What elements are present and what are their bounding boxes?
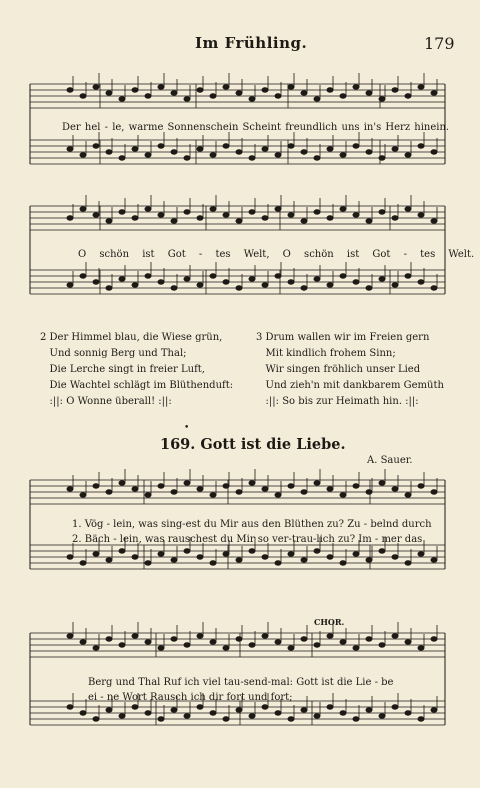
note-head — [80, 274, 86, 278]
note-head — [327, 147, 333, 151]
note-head — [353, 646, 359, 650]
system1-lyrics: Der hel - le, warme Sonnenschein Scheint freundlich uns in's Herz hinein. — [62, 122, 450, 133]
note-head — [327, 555, 333, 559]
note-head — [119, 156, 125, 160]
note-head — [132, 555, 138, 559]
note-head — [145, 207, 151, 211]
note-head — [132, 88, 138, 92]
note-head — [93, 484, 99, 488]
note-head — [431, 637, 437, 641]
note-head — [132, 487, 138, 491]
note-head — [184, 714, 190, 718]
note-head — [379, 549, 385, 553]
note-head — [405, 711, 411, 715]
note-head — [418, 144, 424, 148]
note-head — [366, 150, 372, 154]
note-head — [223, 213, 229, 217]
note-head — [197, 147, 203, 151]
note-head — [379, 714, 385, 718]
note-head — [80, 640, 86, 644]
note-head — [119, 97, 125, 101]
note-head — [288, 484, 294, 488]
note-head — [184, 156, 190, 160]
note-head — [340, 274, 346, 278]
note-head — [405, 94, 411, 98]
note-head — [314, 156, 320, 160]
system2-lyrics: O schön ist Got - tes Welt, O schön ist Got - tes Welt. — [78, 249, 475, 260]
note-head — [327, 705, 333, 709]
hymn-lyrics-line2: 2. Bäch - lein, was rauschest du Mir so ver-trau-lich zu? Im - mer das — [72, 534, 423, 545]
note-head — [132, 705, 138, 709]
note-head — [327, 634, 333, 638]
note-head — [223, 280, 229, 284]
note-head — [301, 637, 307, 641]
note-head — [210, 561, 216, 565]
note-head — [171, 637, 177, 641]
note-head — [314, 481, 320, 485]
note-head — [158, 144, 164, 148]
note-head — [80, 493, 86, 497]
note-head — [210, 640, 216, 644]
note-head — [314, 210, 320, 214]
note-head — [210, 274, 216, 278]
note-head — [67, 555, 73, 559]
note-head — [249, 643, 255, 647]
note-head — [171, 490, 177, 494]
hymn-lyrics-line1: 1. Vög - lein, was sing-est du Mir aus den Blüthen zu? Zu - belnd durch — [72, 519, 432, 530]
note-head — [184, 210, 190, 214]
note-head — [405, 640, 411, 644]
note-head — [197, 487, 203, 491]
note-head — [392, 705, 398, 709]
note-head — [236, 91, 242, 95]
note-head — [197, 555, 203, 559]
note-head — [288, 646, 294, 650]
note-head — [119, 210, 125, 214]
note-head — [431, 286, 437, 290]
note-head — [288, 85, 294, 89]
note-head — [392, 216, 398, 220]
note-head — [405, 274, 411, 278]
decor-dot: • — [184, 423, 190, 433]
note-head — [405, 153, 411, 157]
note-head — [93, 280, 99, 284]
note-head — [405, 207, 411, 211]
page-number: 179 — [424, 34, 455, 53]
note-head — [379, 481, 385, 485]
note-head — [184, 549, 190, 553]
note-head — [106, 708, 112, 712]
note-head — [275, 207, 281, 211]
note-head — [275, 94, 281, 98]
note-head — [223, 144, 229, 148]
note-head — [327, 283, 333, 287]
note-head — [353, 213, 359, 217]
note-head — [405, 493, 411, 497]
note-head — [366, 490, 372, 494]
note-head — [236, 286, 242, 290]
note-head — [119, 481, 125, 485]
note-head — [392, 147, 398, 151]
note-head — [314, 549, 320, 553]
note-head — [301, 286, 307, 290]
note-head — [67, 634, 73, 638]
note-head — [197, 216, 203, 220]
note-head — [288, 717, 294, 721]
hymn-title: 169. Gott ist die Liebe. — [160, 436, 346, 453]
note-head — [327, 487, 333, 491]
verse-3: 3 Drum wallen wir im Freien gern Mit kindlich frohem Sinn; Wir singen fröhlich unser Lied Und zieh'n mit dankbarem Gemüth :||: So bis zur Heimath hin. :||: — [256, 332, 444, 407]
note-head — [236, 708, 242, 712]
note-head — [340, 153, 346, 157]
note-head — [379, 156, 385, 160]
note-head — [366, 91, 372, 95]
note-head — [184, 97, 190, 101]
note-head — [379, 277, 385, 281]
note-head — [288, 144, 294, 148]
note-head — [210, 153, 216, 157]
note-head — [379, 210, 385, 214]
note-head — [353, 280, 359, 284]
note-head — [93, 717, 99, 721]
note-head — [418, 85, 424, 89]
note-head — [418, 484, 424, 488]
note-head — [366, 637, 372, 641]
hymn-lyrics-line4: ei - ne Wort Rausch ich dir fort und fort; — [88, 692, 293, 703]
hymn-lyrics-line3: Berg und Thal Ruf ich viel tau-send-mal: Gott ist die Lie - be — [88, 677, 394, 688]
note-head — [418, 552, 424, 556]
note-head — [431, 150, 437, 154]
note-head — [197, 88, 203, 92]
note-head — [67, 216, 73, 220]
note-head — [431, 91, 437, 95]
note-head — [132, 147, 138, 151]
note-head — [340, 711, 346, 715]
note-head — [223, 717, 229, 721]
note-head — [158, 717, 164, 721]
note-head — [379, 97, 385, 101]
note-head — [145, 561, 151, 565]
note-head — [80, 94, 86, 98]
note-head — [106, 286, 112, 290]
note-head — [158, 85, 164, 89]
note-head — [275, 711, 281, 715]
note-head — [275, 640, 281, 644]
note-head — [366, 558, 372, 562]
note-head — [353, 85, 359, 89]
note-head — [249, 277, 255, 281]
note-head — [301, 219, 307, 223]
note-head — [80, 561, 86, 565]
note-head — [392, 555, 398, 559]
note-head — [262, 283, 268, 287]
note-head — [314, 643, 320, 647]
note-head — [366, 286, 372, 290]
note-head — [80, 711, 86, 715]
note-head — [392, 487, 398, 491]
note-head — [197, 705, 203, 709]
note-head — [262, 147, 268, 151]
note-head — [93, 144, 99, 148]
note-head — [340, 561, 346, 565]
note-head — [249, 549, 255, 553]
note-head — [366, 708, 372, 712]
note-head — [288, 280, 294, 284]
note-head — [106, 558, 112, 562]
note-head — [392, 88, 398, 92]
note-head — [93, 85, 99, 89]
note-head — [249, 481, 255, 485]
note-head — [262, 555, 268, 559]
note-head — [119, 643, 125, 647]
note-head — [262, 88, 268, 92]
note-head — [184, 643, 190, 647]
chor-label: CHOR. — [314, 617, 345, 627]
note-head — [223, 552, 229, 556]
note-head — [236, 219, 242, 223]
note-head — [262, 487, 268, 491]
verse-2: 2 Der Himmel blau, die Wiese grün, Und sonnig Berg und Thal; Die Lerche singt in freier Luft, Die Wachtel schlägt im Blüthenduft: :||: O Wonne überall! :||: — [40, 332, 234, 407]
note-head — [340, 207, 346, 211]
note-head — [67, 147, 73, 151]
note-head — [249, 210, 255, 214]
note-head — [132, 634, 138, 638]
note-head — [327, 216, 333, 220]
note-head — [431, 708, 437, 712]
note-head — [210, 207, 216, 211]
note-head — [275, 274, 281, 278]
note-head — [418, 717, 424, 721]
note-head — [236, 490, 242, 494]
note-head — [418, 646, 424, 650]
note-head — [288, 213, 294, 217]
note-head — [301, 490, 307, 494]
note-head — [210, 493, 216, 497]
note-head — [145, 640, 151, 644]
note-head — [262, 216, 268, 220]
note-head — [119, 714, 125, 718]
note-head — [210, 711, 216, 715]
note-head — [184, 277, 190, 281]
note-head — [340, 94, 346, 98]
note-head — [158, 213, 164, 217]
note-head — [67, 705, 73, 709]
note-head — [275, 561, 281, 565]
note-head — [236, 558, 242, 562]
note-head — [145, 153, 151, 157]
note-head — [197, 283, 203, 287]
note-head — [119, 277, 125, 281]
note-head — [93, 552, 99, 556]
note-head — [301, 558, 307, 562]
note-head — [392, 634, 398, 638]
note-head — [93, 213, 99, 217]
note-head — [171, 91, 177, 95]
note-head — [184, 481, 190, 485]
note-head — [353, 717, 359, 721]
note-head — [197, 634, 203, 638]
note-head — [171, 150, 177, 154]
note-head — [158, 646, 164, 650]
note-head — [145, 711, 151, 715]
note-head — [418, 280, 424, 284]
note-head — [418, 213, 424, 217]
note-head — [327, 88, 333, 92]
note-head — [106, 219, 112, 223]
note-head — [236, 150, 242, 154]
note-head — [431, 219, 437, 223]
note-head — [67, 487, 73, 491]
note-head — [158, 280, 164, 284]
note-head — [171, 558, 177, 562]
note-head — [353, 552, 359, 556]
note-head — [275, 493, 281, 497]
note-head — [314, 277, 320, 281]
note-head — [275, 153, 281, 157]
note-head — [301, 150, 307, 154]
note-head — [288, 552, 294, 556]
note-head — [171, 708, 177, 712]
note-head — [392, 283, 398, 287]
note-head — [223, 646, 229, 650]
note-head — [223, 85, 229, 89]
note-head — [119, 549, 125, 553]
note-head — [145, 94, 151, 98]
note-head — [431, 558, 437, 562]
note-head — [67, 88, 73, 92]
note-head — [353, 484, 359, 488]
note-head — [106, 150, 112, 154]
note-head — [93, 646, 99, 650]
note-head — [249, 97, 255, 101]
hymn-composer: A. Sauer. — [367, 455, 413, 466]
note-head — [158, 552, 164, 556]
note-head — [158, 484, 164, 488]
note-head — [106, 490, 112, 494]
note-head — [67, 283, 73, 287]
note-head — [379, 643, 385, 647]
note-head — [223, 484, 229, 488]
note-head — [80, 153, 86, 157]
note-head — [106, 637, 112, 641]
note-head — [171, 219, 177, 223]
note-head — [80, 207, 86, 211]
note-head — [262, 634, 268, 638]
note-head — [301, 708, 307, 712]
note-head — [301, 91, 307, 95]
note-head — [405, 561, 411, 565]
note-head — [314, 714, 320, 718]
note-head — [353, 144, 359, 148]
note-head — [145, 274, 151, 278]
page-header-title: Im Frühling. — [195, 34, 308, 52]
note-head — [366, 219, 372, 223]
note-head — [132, 216, 138, 220]
note-head — [145, 493, 151, 497]
note-head — [210, 94, 216, 98]
note-head — [262, 705, 268, 709]
note-head — [171, 286, 177, 290]
note-head — [249, 714, 255, 718]
note-head — [249, 156, 255, 160]
note-head — [106, 91, 112, 95]
note-head — [314, 97, 320, 101]
note-head — [340, 640, 346, 644]
note-head — [132, 283, 138, 287]
note-head — [431, 490, 437, 494]
note-head — [340, 493, 346, 497]
note-head — [236, 637, 242, 641]
